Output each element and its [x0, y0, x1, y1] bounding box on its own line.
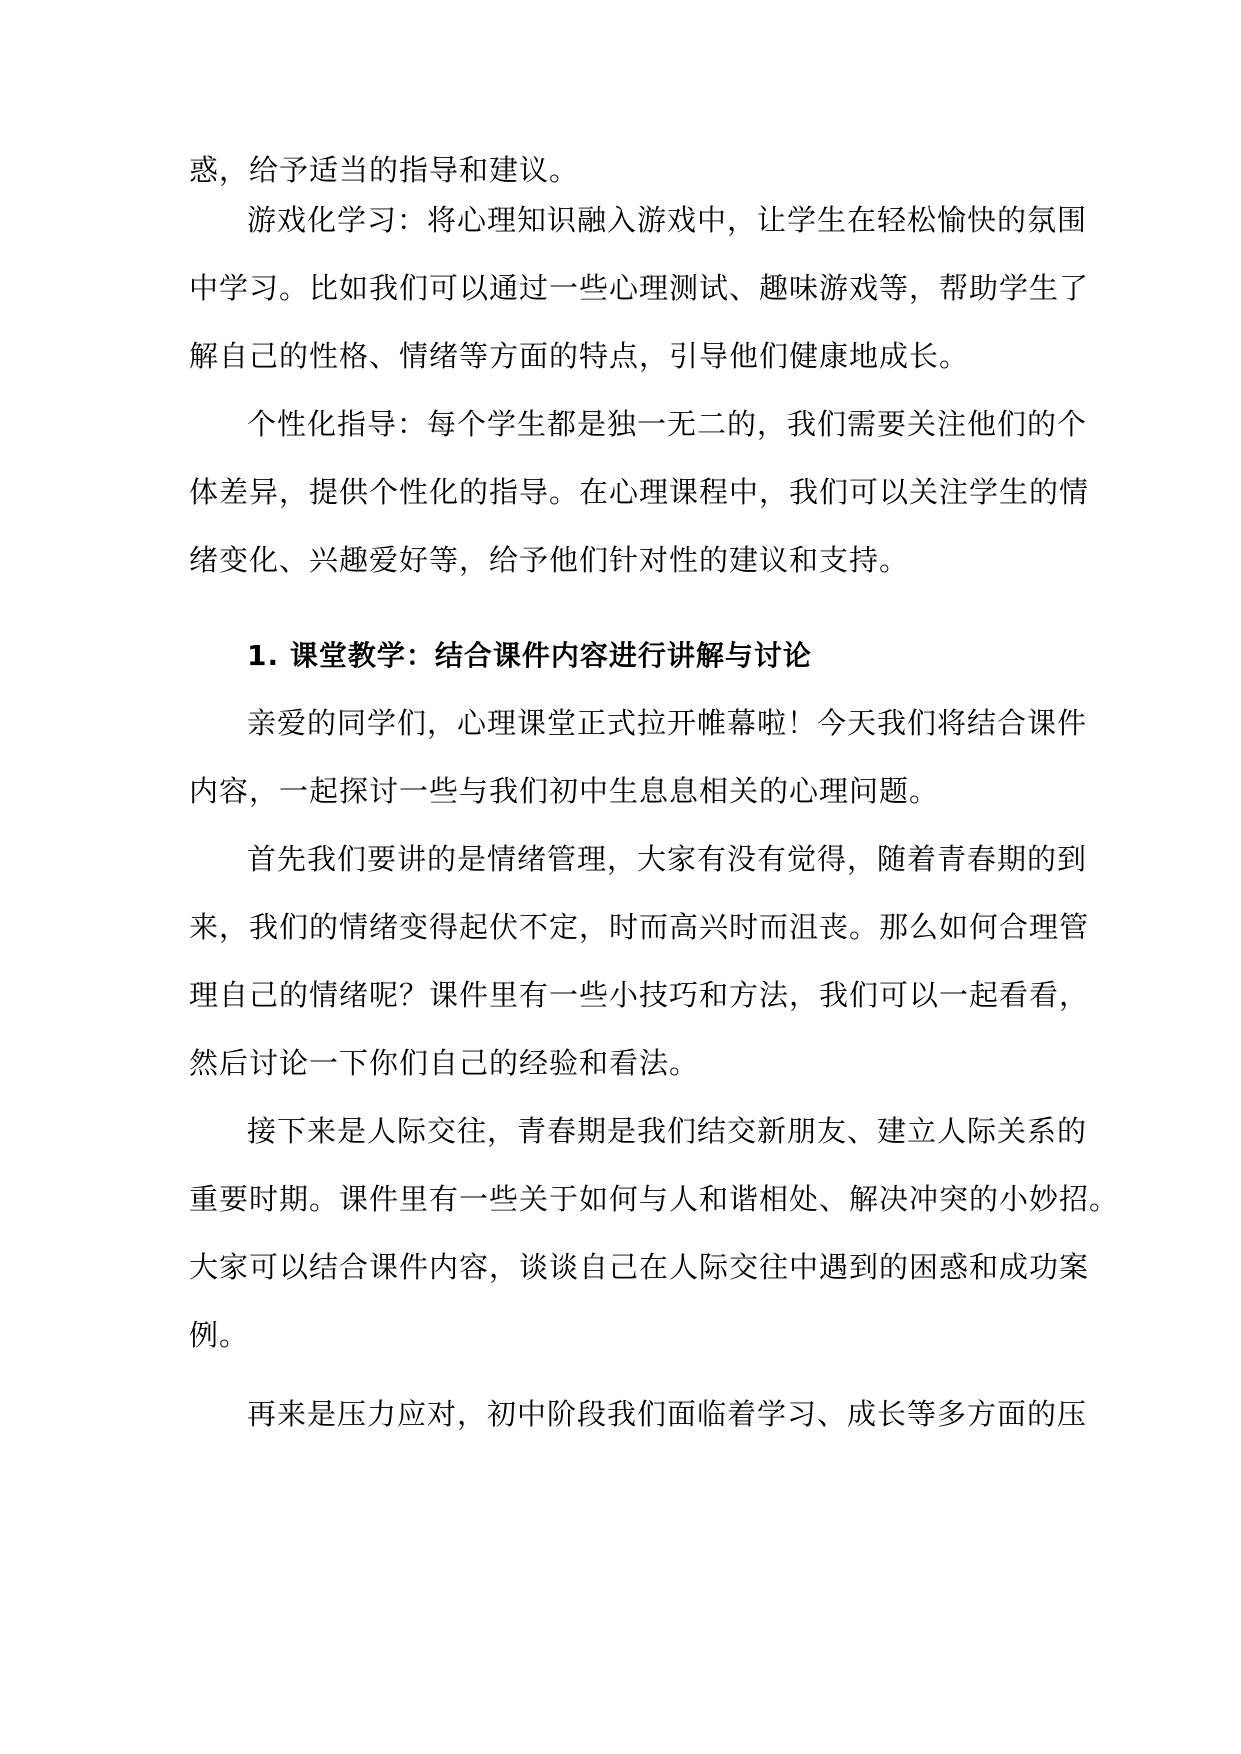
- paragraph-line: 个性化指导：每个学生都是独一无二的，我们需要关注他们的个: [247, 407, 1088, 441]
- paragraph-line: 游戏化学习：将心理知识融入游戏中，让学生在轻松愉快的氛围: [247, 203, 1088, 237]
- paragraph-line: 绪变化、兴趣爱好等，给予他们针对性的建议和支持。: [189, 543, 910, 577]
- paragraph-line: 接下来是人际交往，青春期是我们结交新朋友、建立人际关系的: [247, 1114, 1088, 1148]
- paragraph-line: 惑，给予适当的指导和建议。: [189, 153, 580, 187]
- paragraph-line: 理自己的情绪呢？课件里有一些小技巧和方法，我们可以一起看看，: [189, 978, 1090, 1012]
- paragraph-line: 来，我们的情绪变得起伏不定，时而高兴时而沮丧。那么如何合理管: [189, 910, 1090, 944]
- paragraph-line: 内容，一起探讨一些与我们初中生息息相关的心理问题。: [189, 774, 940, 808]
- paragraph-line: 亲爱的同学们，心理课堂正式拉开帷幕啦！今天我们将结合课件: [247, 706, 1088, 740]
- paragraph-line: 中学习。比如我们可以通过一些心理测试、趣味游戏等，帮助学生了: [189, 271, 1090, 305]
- paragraph-line: 然后讨论一下你们自己的经验和看法。: [189, 1046, 700, 1080]
- paragraph-line: 例。: [189, 1318, 250, 1352]
- section-heading: 1. 课堂教学：结合课件内容进行讲解与讨论: [247, 639, 812, 672]
- paragraph-line: 首先我们要讲的是情绪管理，大家有没有觉得，随着青春期的到: [247, 842, 1088, 876]
- paragraph-line: 大家可以结合课件内容，谈谈自己在人际交往中遇到的困惑和成功案: [189, 1250, 1090, 1284]
- paragraph-line: 体差异，提供个性化的指导。在心理课程中，我们可以关注学生的情: [189, 475, 1090, 509]
- paragraph-line: 解自己的性格、情绪等方面的特点，引导他们健康地成长。: [189, 339, 970, 373]
- paragraph-line: 重要时期。课件里有一些关于如何与人和谐相处、解决冲突的小妙招。: [189, 1182, 1120, 1216]
- paragraph-line: 再来是压力应对，初中阶段我们面临着学习、成长等多方面的压: [247, 1397, 1088, 1431]
